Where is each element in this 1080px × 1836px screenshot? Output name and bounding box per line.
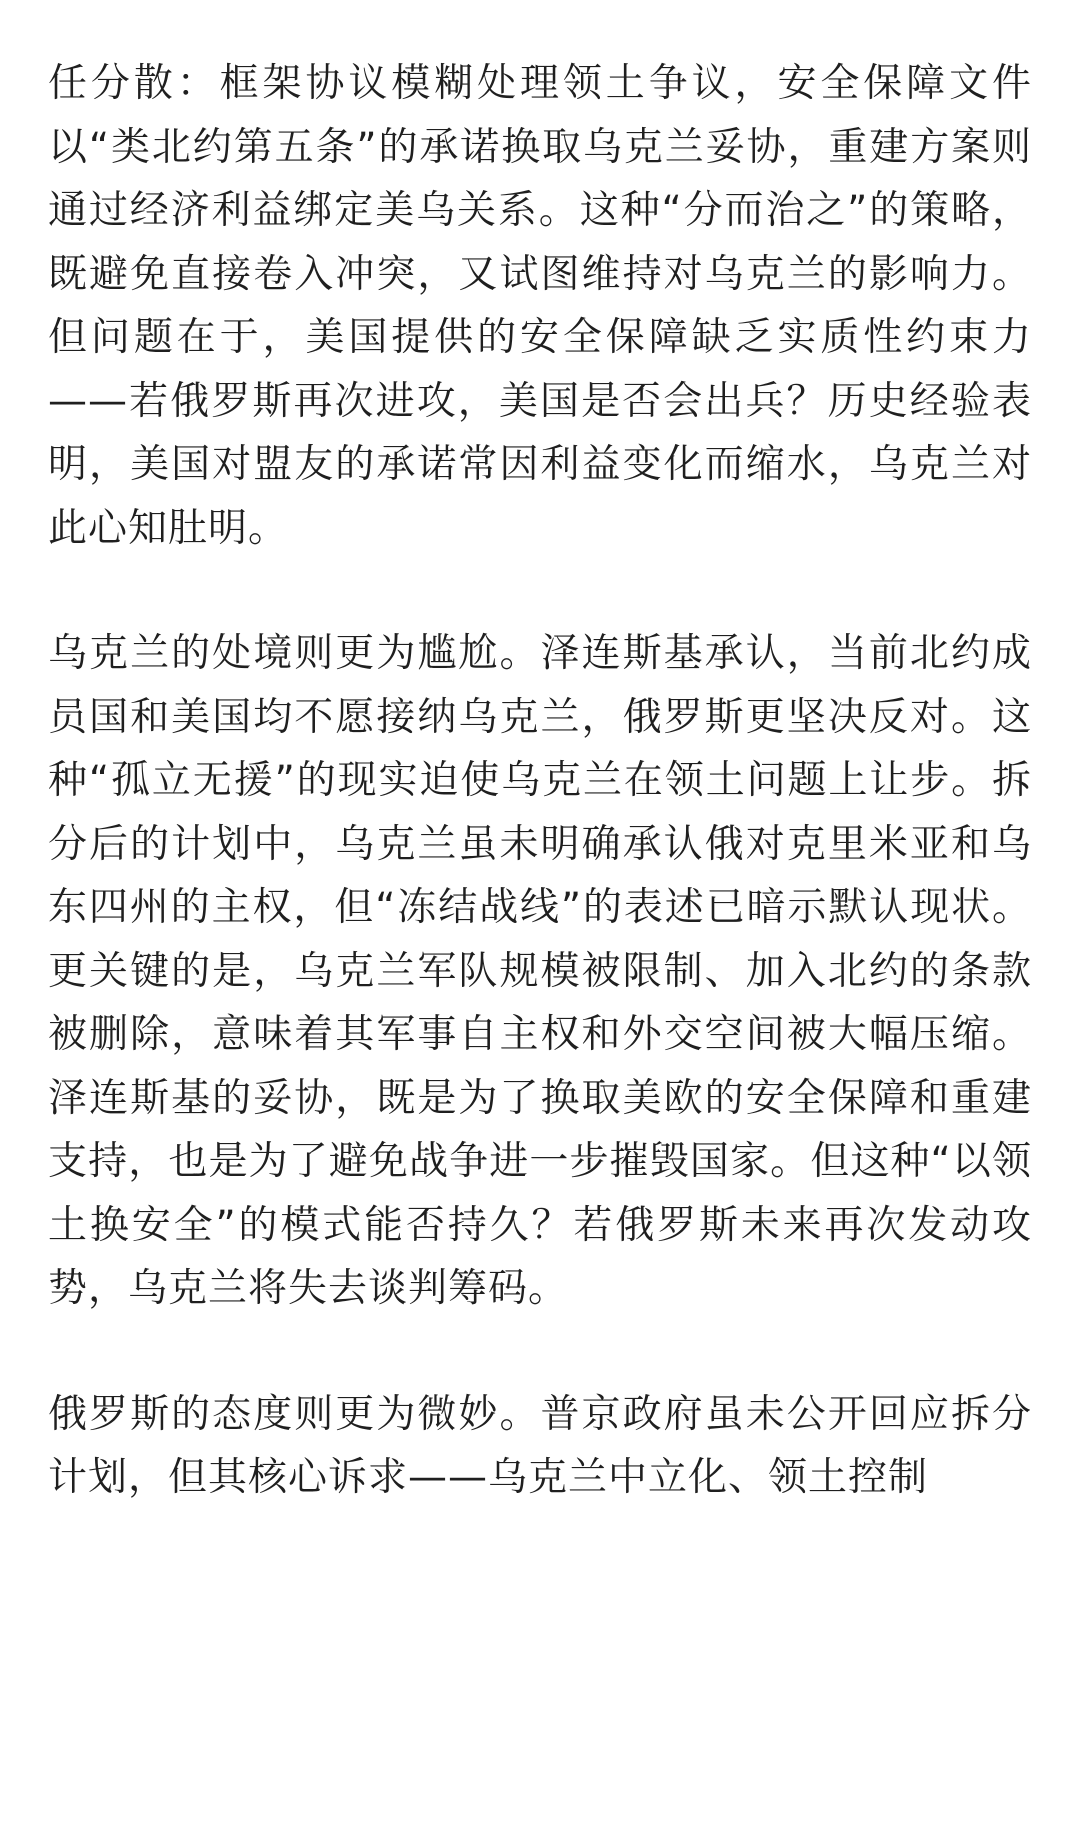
article-paragraph: 乌克兰的处境则更为尴尬。泽连斯基承认，当前北约成员国和美国均不愿接纳乌克兰，俄罗斯更坚决反对。这种“孤立无援”的现实迫使乌克兰在领土问题上让步。拆分后的计划中，乌克兰虽未明确承认俄对克里米亚和乌东四州的主权，但“冻结战线”的表述已暗示默认现状。更关键的是，乌克兰军队规模被限制、加入北约的条款被删除，意味着其军事自主权和外交空间被大幅压缩。泽连斯基的妥协，既是为了换取美欧的安全保障和重建支持，也是为了避免战争进一步摧毁国家。但这种“以领土换安全”的模式能否持久？若俄罗斯未来再次发动攻势，乌克兰将失去谈判筹码。: [48, 631, 1032, 1311]
article-paragraph: 任分散：框架协议模糊处理领土争议，安全保障文件以“类北约第五条”的承诺换取乌克兰妥协，重建方案则通过经济利益绑定美乌关系。这种“分而治之”的策略，既避免直接卷入冲突，又试图维持对乌克兰的影响力。但问题在于，美国提供的安全保障缺乏实质性约束力——若俄罗斯再次进攻，美国是否会出兵？历史经验表明，美国对盟友的承诺常因利益变化而缩水，乌克兰对此心知肚明。: [48, 61, 1032, 551]
article-paragraph: 俄罗斯的态度则更为微妙。普京政府虽未公开回应拆分计划，但其核心诉求——乌克兰中立化、领土控制: [48, 1391, 1032, 1500]
article-body: [48, 52, 1032, 1510]
watermark-overlay: [510, 1695, 602, 1749]
